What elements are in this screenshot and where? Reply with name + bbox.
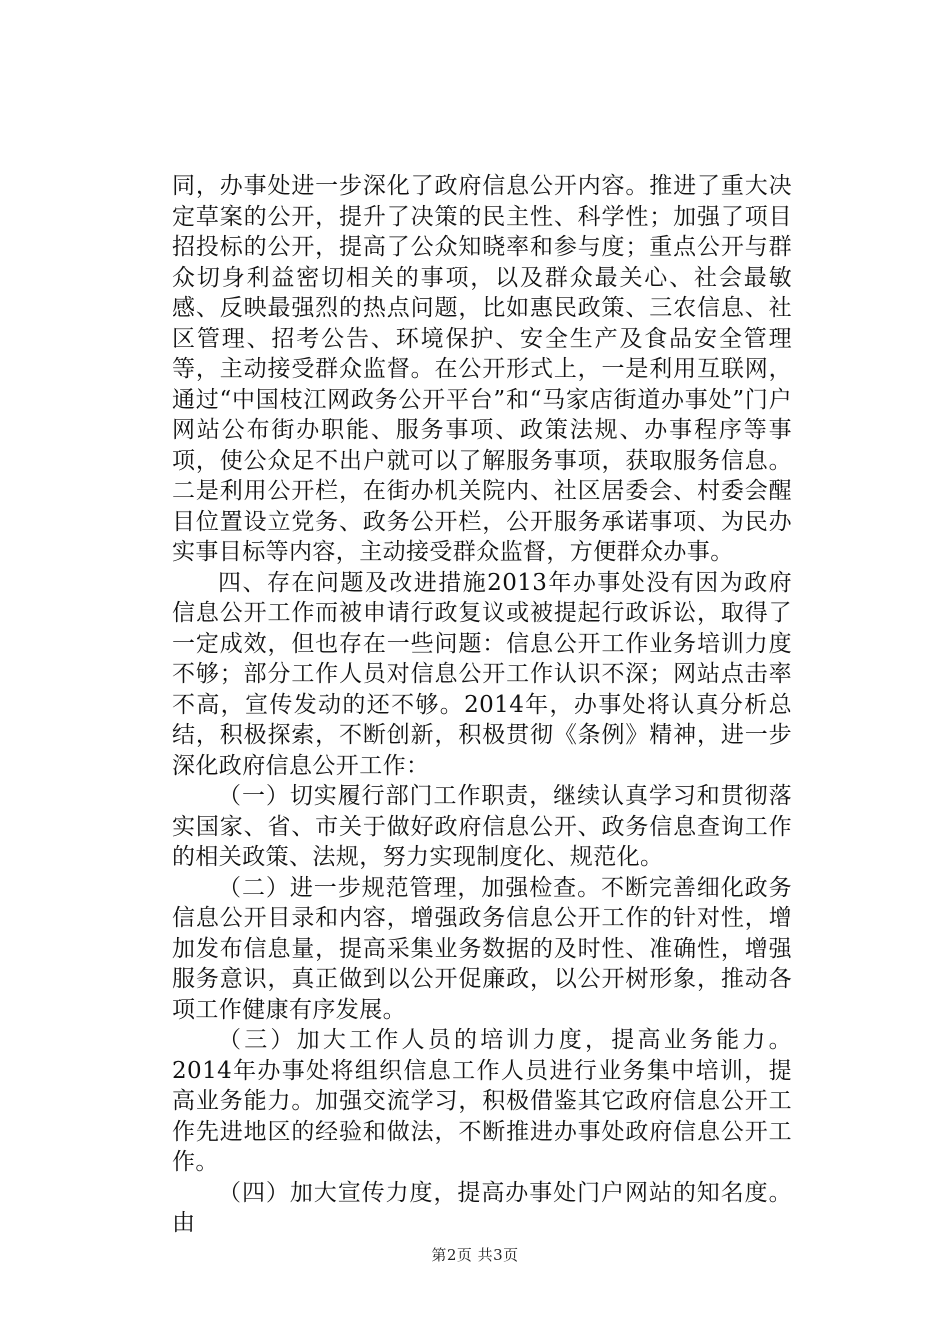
paragraph-item-two: （二）进一步规范管理，加强检查。不断完善细化政务信息公开目录和内容，增强政务信息公开工作的针对性，增加发布信息量，提高采集业务数据的及时性、准确性，增强服务意识，真正做到以公开促廉政，以公开树形象，推动各项工作健康有序发展。 <box>172 874 792 1023</box>
paragraph-continued: 同，办事处进一步深化了政府信息公开内容。推进了重大决定草案的公开，提升了决策的民主性、科学性；加强了项目招投标的公开，提高了公众知晓率和参与度；重点公开与群众切身利益密切相关的事项，以及群众最关心、社会最敏感、反映最强烈的热点问题，比如惠民政策、三农信息、社区管理、招考公告、环境保护、安全生产及食品安全管理等，主动接受群众监督。在公开形式上，一是利用互联网，通过“中国枝江网政务公开平台”和“马家店街道办事处”门户网站公布街办职能、服务事项、政策法规、办事程序等事项，使公众足不出户就可以了解服务事项，获取服务信息。二是利用公开栏，在街办机关院内、社区居委会、村委会醒目位置设立党务、政务公开栏，公开服务承诺事项、为民办实事目标等内容，主动接受群众监督，方便群众办事。 <box>172 173 792 565</box>
document-body <box>172 171 792 1239</box>
page-number-label: 第2页 共3页 <box>431 1246 519 1264</box>
page-footer <box>0 1244 950 1265</box>
paragraph-item-three: （三）加大工作人员的培训力度，提高业务能力。2014年办事处将组织信息工作人员进行业务集中培训，提高业务能力。加强交流学习，积极借鉴其它政府信息公开工作先进地区的经验和做法，不断推进办事处政府信息公开工作。 <box>172 1027 792 1175</box>
paragraph-item-four: （四）加大宣传力度，提高办事处门户网站的知名度。由 <box>172 1179 792 1236</box>
paragraph-item-one: （一）切实履行部门工作职责，继续认真学习和贯彻落实国家、省、市关于做好政府信息公开、政务信息查询工作的相关政策、法规，努力实现制度化、规范化。 <box>172 783 792 870</box>
paragraph-section-four: 四、存在问题及改进措施2013年办事处没有因为政府信息公开工作而被申请行政复议或被提起行政诉讼，取得了一定成效，但也存在一些问题：信息公开工作业务培训力度不够；部分工作人员对信息公开工作认识不深；网站点击率不高，宣传发动的还不够。2014年，办事处将认真分析总结，积极探索，不断创新，积极贯彻《条例》精神，进一步深化政府信息公开工作： <box>172 569 792 779</box>
